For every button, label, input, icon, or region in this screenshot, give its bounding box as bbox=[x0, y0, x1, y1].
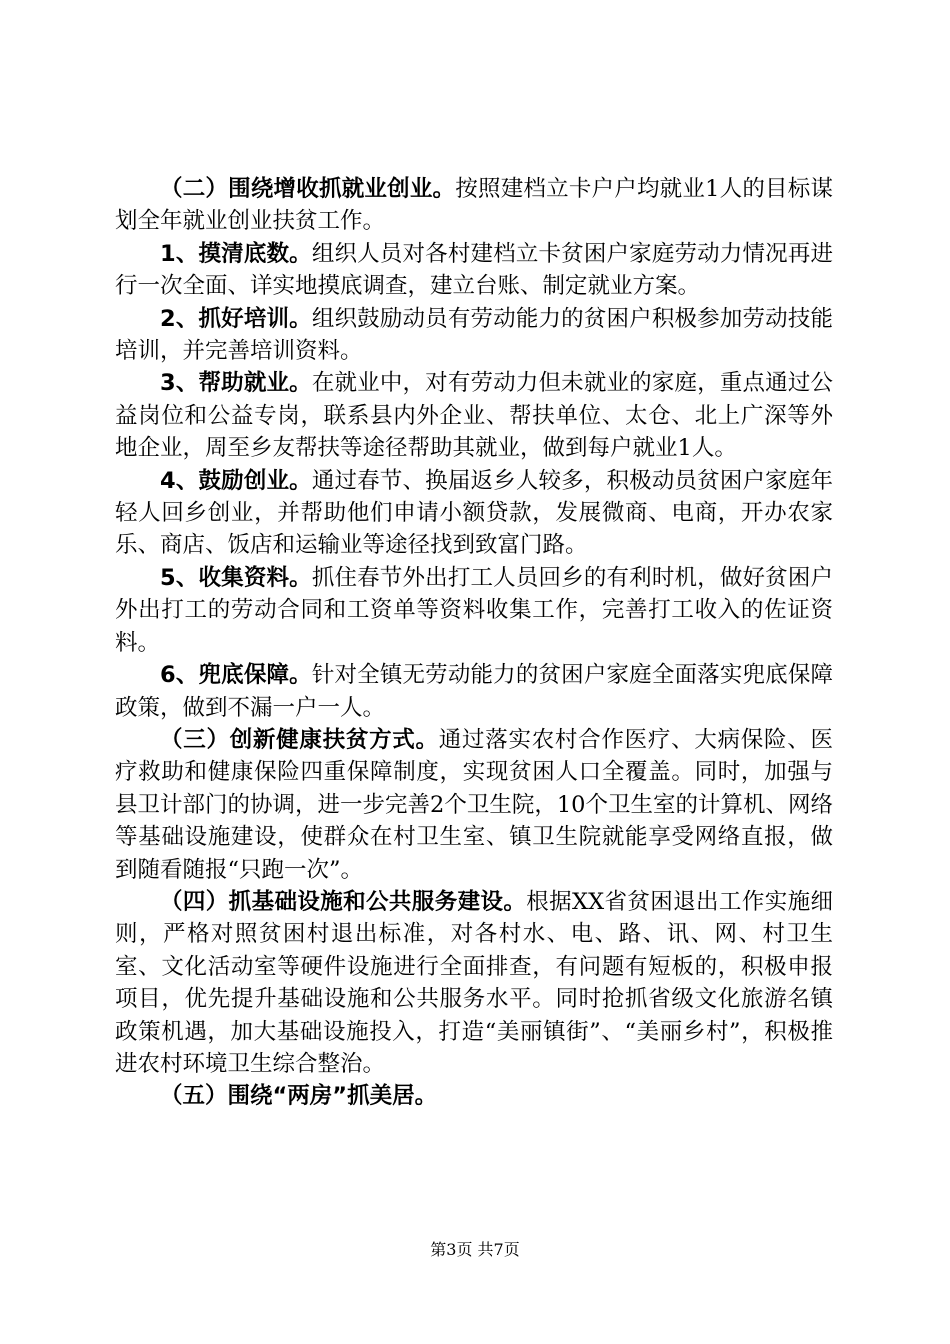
paragraph-employment bbox=[115, 173, 833, 238]
paragraph-text: 根据XX省贫困退出工作实施细则，严格对照贫困村退出标准，对各村水、电、路、讯、网、村卫生室、文化活动室等硬件设施进行全面排查，有问题有短板的，积极申报项目，优先提升基础设施和公共服务水平。同时抢抓省级文化旅游名镇政策机遇，加大基础设施投入，打造“美丽镇街”、“美丽乡村”，积极推进农村环境卫生综合整治。 bbox=[115, 888, 833, 1077]
paragraph-survey bbox=[115, 238, 833, 303]
paragraph-heading: （四）抓基础设施和公共服务建设。 bbox=[160, 888, 527, 915]
paragraph-data-collection bbox=[115, 562, 833, 659]
paragraph-text: 在就业中，对有劳动力但未就业的家庭，重点通过公益岗位和公益专岗，联系县内外企业、帮扶单位、太仓、北上广深等外地企业，周至乡友帮扶等途径帮助其就业，做到每户就业1人。 bbox=[115, 370, 833, 462]
paragraph-heading: （五）围绕“两房”抓美居。 bbox=[160, 1083, 438, 1110]
paragraph-text: 通过春节、换届返乡人较多，积极动员贫困户家庭年轻人回乡创业，并帮助他们申请小额贷款，发展微商、电商，开办农家乐、商店、饭店和运输业等途径找到致富门路。 bbox=[115, 467, 833, 559]
paragraph-text: 针对全镇无劳动能力的贫困户家庭全面落实兜底保障政策，做到不漏一户一人。 bbox=[115, 662, 833, 721]
paragraph-housing bbox=[115, 1080, 833, 1112]
page-number-label: 第3页 共7页 bbox=[430, 1240, 520, 1259]
document-body bbox=[115, 173, 833, 1113]
paragraph-heading: 5、收集资料。 bbox=[160, 564, 312, 591]
paragraph-heading: （三）创新健康扶贫方式。 bbox=[160, 726, 439, 753]
paragraph-job-help bbox=[115, 367, 833, 464]
paragraph-infrastructure bbox=[115, 886, 833, 1080]
paragraph-heading: 4、鼓励创业。 bbox=[160, 467, 312, 494]
paragraph-text: 抓住春节外出打工人员回乡的有利时机，做好贫困户外出打工的劳动合同和工资单等资料收集工作，完善打工收入的佐证资料。 bbox=[115, 564, 833, 656]
paragraph-safety-net bbox=[115, 659, 833, 724]
paragraph-heading: 2、抓好培训。 bbox=[160, 305, 312, 332]
paragraph-heading: 3、帮助就业。 bbox=[160, 370, 312, 397]
paragraph-heading: （二）围绕增收抓就业创业。 bbox=[160, 176, 456, 202]
paragraph-entrepreneurship bbox=[115, 465, 833, 562]
paragraph-health bbox=[115, 724, 833, 886]
paragraph-training bbox=[115, 303, 833, 368]
paragraph-heading: 6、兜底保障。 bbox=[160, 662, 312, 689]
paragraph-text: 组织鼓励动员有劳动能力的贫困户积极参加劳动技能培训，并完善培训资料。 bbox=[115, 305, 833, 365]
paragraph-text: 组织人员对各村建档立卡贫困户家庭劳动力情况再进行一次全面、详实地摸底调查，建立台账、制定就业方案。 bbox=[115, 240, 833, 300]
paragraph-text: 按照建档立卡户户均就业1人的目标谋划全年就业创业扶贫工作。 bbox=[115, 176, 833, 235]
paragraph-text: 通过落实农村合作医疗、大病保险、医疗救助和健康保险四重保障制度，实现贫困人口全覆盖。同时，加强与县卫计部门的协调，进一步完善2个卫生院，10个卫生室的计算机、网络等基础设施建设，使群众在村卫生室、镇卫生院就能享受网络直报，做到随看随报“只跑一次”。 bbox=[115, 726, 833, 883]
page-footer bbox=[0, 1240, 950, 1260]
paragraph-heading: 1、摸清底数。 bbox=[160, 240, 312, 267]
